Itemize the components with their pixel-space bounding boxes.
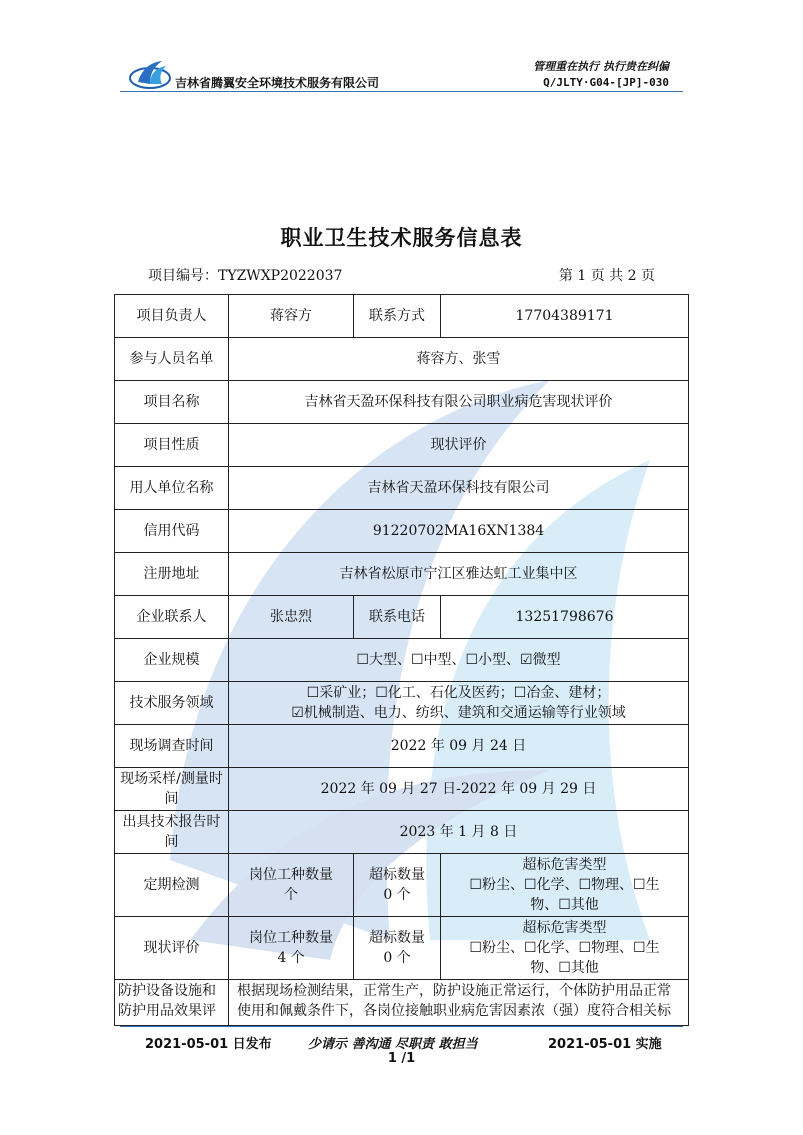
project-number: 项目编号：TYZWXP2022037 <box>148 268 343 284</box>
credit-label: 信用代码 <box>115 510 229 553</box>
survey-label: 现场调查时间 <box>115 725 229 768</box>
periodic-exceed <box>354 854 441 917</box>
table-row <box>115 811 689 854</box>
project-name-label: 项目名称 <box>115 381 229 424</box>
domain-value <box>229 682 689 725</box>
nature-label: 项目性质 <box>115 424 229 467</box>
table-row <box>115 768 689 811</box>
exceed-label: 超标数量 <box>369 929 425 946</box>
table-row <box>115 381 689 424</box>
exceed-value: 0 个 <box>383 950 411 966</box>
protect-line-1: 根据现场检测结果，正常生产，防护设施正常运行，个体防护用品正常 <box>237 983 671 999</box>
table-row <box>115 338 689 381</box>
exceed-value: 0 个 <box>383 887 411 903</box>
scale-value: ☐大型、☐中型、☐小型、☑微型 <box>229 639 689 682</box>
current-hazard <box>441 917 689 980</box>
hazard-type-label: 超标危害类型 <box>522 856 607 873</box>
periodic-posts <box>229 854 354 917</box>
posts-label: 岗位工种数量 <box>249 866 333 883</box>
periodic-label: 定期检测 <box>115 854 229 917</box>
exceed-label: 超标数量 <box>369 866 425 883</box>
periodic-hazard <box>441 854 689 917</box>
posts-value: 个 <box>284 887 298 903</box>
phone-value: 13251798676 <box>441 596 689 639</box>
phone-label: 联系电话 <box>354 596 441 639</box>
info-table <box>114 294 689 1026</box>
footer-slogan: 少请示 善沟通 尽职责 敢担当 <box>308 1037 478 1052</box>
current-label: 现状评价 <box>115 917 229 980</box>
corp-contact-label: 企业联系人 <box>115 596 229 639</box>
hazard-line-2: 物、☐其他 <box>530 960 599 977</box>
contact-value: 17704389171 <box>441 295 689 338</box>
table-row <box>115 980 689 1026</box>
hazard-line-1: ☐粉尘、☐化学、☐物理、☐生 <box>469 876 660 893</box>
header-doc-code: Q/JLTY·G04-[JP]-030 <box>543 76 669 89</box>
table-row <box>115 596 689 639</box>
address-label: 注册地址 <box>115 553 229 596</box>
scale-label: 企业规模 <box>115 639 229 682</box>
table-row <box>115 510 689 553</box>
contact-label: 联系方式 <box>354 295 441 338</box>
employer-value: 吉林省天盈环保科技有限公司 <box>229 467 689 510</box>
table-row <box>115 467 689 510</box>
table-row <box>115 725 689 768</box>
table-row <box>115 553 689 596</box>
footer-issued: 2021-05-01 日发布 <box>145 1037 272 1052</box>
posts-value: 4 个 <box>277 950 305 966</box>
header-divider <box>120 91 683 92</box>
protect-line-2: 使用和佩戴条件下，各岗位接触职业病危害因素浓（强）度符合相关标 <box>237 1003 671 1020</box>
domain-line-1: ☐采矿业；☐化工、石化及医药；☐冶金、建材； <box>306 684 611 701</box>
protect-label-line-1: 防护设备设施和 <box>118 983 216 999</box>
leader-value: 蒋容方 <box>229 295 354 338</box>
protect-label <box>115 980 229 1026</box>
company-logo <box>128 58 172 90</box>
project-name-value: 吉林省天盈环保科技有限公司职业病危害现状评价 <box>229 381 689 424</box>
report-value: 2023 年 1 月 8 日 <box>229 811 689 854</box>
address-value: 吉林省松原市宁江区雅达虹工业集中区 <box>229 553 689 596</box>
members-label: 参与人员名单 <box>115 338 229 381</box>
protect-value <box>229 980 689 1026</box>
posts-label: 岗位工种数量 <box>249 929 333 946</box>
document-title: 职业卫生技术服务信息表 <box>280 225 523 250</box>
table-row <box>115 639 689 682</box>
table-row <box>115 917 689 980</box>
table-row <box>115 682 689 725</box>
domain-label: 技术服务领域 <box>115 682 229 725</box>
protect-label-line-2: 防护用品效果评 <box>118 1003 216 1020</box>
hazard-type-label: 超标危害类型 <box>522 919 607 936</box>
report-label: 出具技术报告时间 <box>115 811 229 854</box>
table-row <box>115 424 689 467</box>
current-exceed <box>354 917 441 980</box>
sampling-label: 现场采样/测量时间 <box>115 768 229 811</box>
domain-line-2: ☑机械制造、电力、纺织、建筑和交通运输等行业领域 <box>291 705 626 721</box>
hazard-line-1: ☐粉尘、☐化学、☐物理、☐生 <box>469 939 660 956</box>
leader-label: 项目负责人 <box>115 295 229 338</box>
footer-page-number: 1 /1 <box>387 1051 416 1066</box>
nature-value: 现状评价 <box>229 424 689 467</box>
credit-value: 91220702MA16XN1384 <box>229 510 689 553</box>
current-posts <box>229 917 354 980</box>
footer-divider <box>120 1026 683 1027</box>
survey-value: 2022 年 09 月 24 日 <box>229 725 689 768</box>
header-motto: 管理重在执行 执行贵在纠偏 <box>533 60 669 73</box>
hazard-line-2: 物、☐其他 <box>530 897 599 914</box>
corp-contact-value: 张忠烈 <box>229 596 354 639</box>
members-value: 蒋容方、张雪 <box>229 338 689 381</box>
table-row <box>115 854 689 917</box>
sampling-value: 2022 年 09 月 27 日-2022 年 09 月 29 日 <box>229 768 689 811</box>
footer-effective: 2021-05-01 实施 <box>548 1037 662 1052</box>
header-company: 吉林省腾翼安全环境技术服务有限公司 <box>175 76 380 90</box>
table-row <box>115 295 689 338</box>
employer-label: 用人单位名称 <box>115 467 229 510</box>
page-info: 第 1 页 共 2 页 <box>558 268 655 284</box>
